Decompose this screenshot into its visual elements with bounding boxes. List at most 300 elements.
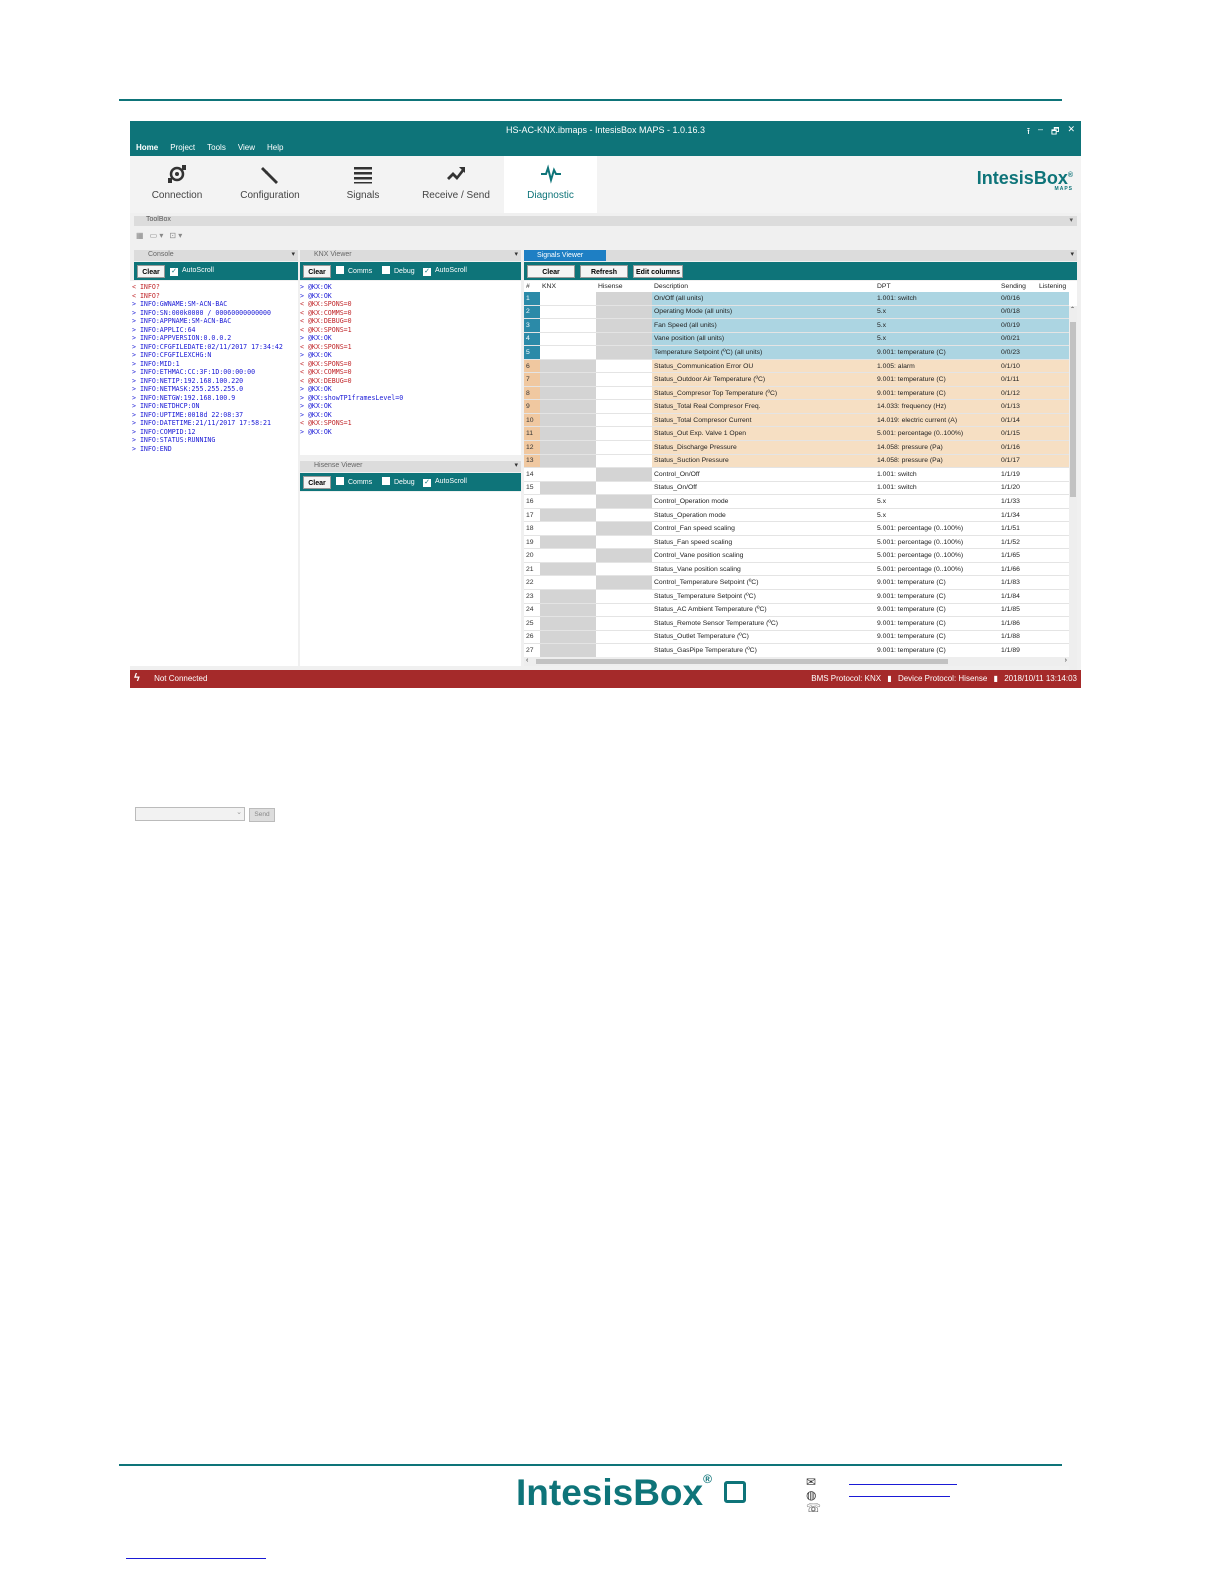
description-cell: Temperature Setpoint (ºC) (all units) — [652, 346, 875, 360]
email-icon: ✉ — [806, 1475, 817, 1489]
status-datetime: 2018/10/11 13:14:03 — [1004, 674, 1077, 683]
table-row[interactable] — [524, 454, 1069, 468]
knx-cell[interactable] — [540, 495, 596, 509]
col-header-number[interactable]: # — [524, 281, 540, 292]
knx-cell[interactable] — [540, 508, 596, 522]
listening-cell[interactable] — [1037, 332, 1069, 346]
footer-link-2[interactable] — [849, 1496, 950, 1497]
listening-cell[interactable] — [1037, 359, 1069, 373]
chevron-down-icon[interactable]: ▾ — [1069, 217, 1073, 224]
hisense-cell[interactable] — [596, 603, 652, 617]
log-line: < @KX:SPONS=0 — [300, 359, 352, 368]
table-row[interactable] — [524, 508, 1069, 522]
knx-cell[interactable] — [540, 400, 596, 414]
description-cell: Status_Fan speed scaling — [652, 535, 875, 549]
hisense-viewer-header — [300, 461, 521, 472]
table-row[interactable] — [524, 359, 1069, 373]
table-row[interactable] — [524, 576, 1069, 590]
listening-cell[interactable] — [1037, 373, 1069, 387]
hisense-cell[interactable] — [596, 617, 652, 631]
listening-cell[interactable] — [1037, 617, 1069, 631]
log-line: > INFO:CFGFILEXCHG:N — [132, 351, 212, 359]
console-autoscroll-checkbox[interactable] — [170, 266, 214, 276]
row-number: 3 — [524, 319, 540, 333]
log-line: > @KX:OK — [300, 283, 332, 291]
upload-icon[interactable]: ⭱ — [1026, 126, 1030, 136]
knx-cell[interactable] — [540, 590, 596, 604]
hisense-debug-checkbox[interactable] — [382, 477, 415, 488]
hisense-cell[interactable] — [596, 319, 652, 333]
table-row[interactable] — [524, 319, 1069, 333]
table-row[interactable] — [524, 346, 1069, 360]
footer-link-1[interactable] — [849, 1484, 957, 1485]
dpt-cell: 5.001: percentage (0..100%) — [875, 562, 999, 576]
signals-toolbar — [524, 262, 1077, 280]
sending-cell: 0/0/21 — [999, 332, 1037, 346]
terminal-icon[interactable]: ⊡ ▾ — [169, 231, 183, 240]
table-row[interactable] — [524, 468, 1069, 482]
ribbon-label: Configuration — [240, 190, 300, 201]
sending-cell: 1/1/86 — [999, 617, 1037, 631]
header-rule — [119, 99, 1062, 101]
table-header-row — [524, 281, 1069, 292]
footer-reg: ® — [703, 1472, 712, 1486]
brand-sub: MAPS — [1054, 186, 1073, 192]
log-line: > @KX:OK — [300, 385, 332, 393]
log-line: < INFO? — [132, 283, 160, 291]
table-row[interactable] — [524, 549, 1069, 563]
row-number: 2 — [524, 305, 540, 319]
table-row[interactable] — [524, 305, 1069, 319]
dpt-cell: 1.005: alarm — [875, 359, 999, 373]
hisense-cell[interactable] — [596, 373, 652, 387]
chevron-right-icon[interactable]: › — [1064, 657, 1067, 664]
col-header-description[interactable]: Description — [652, 281, 875, 292]
minimize-icon[interactable]: ‒ — [1037, 124, 1043, 134]
row-number: 25 — [524, 617, 540, 631]
description-cell: Status_On/Off — [652, 481, 875, 495]
hisense-cell[interactable] — [596, 468, 652, 482]
ribbon-diagnostic-button[interactable] — [504, 156, 597, 213]
listening-cell[interactable] — [1037, 427, 1069, 441]
hisense-cell[interactable] — [596, 576, 652, 590]
listening-cell[interactable] — [1037, 590, 1069, 604]
hisense-cell[interactable] — [596, 644, 652, 658]
dpt-cell: 5.x — [875, 495, 999, 509]
checkbox-label: Comms — [348, 479, 373, 486]
menu-view[interactable]: View — [237, 143, 256, 152]
log-line: > @KX:OK — [300, 351, 332, 359]
print-icon[interactable]: ▭ ▾ — [149, 231, 164, 240]
checkbox-checked-icon: ✓ — [171, 268, 177, 275]
log-line: < @KX:SPONS=1 — [300, 419, 352, 427]
description-cell: Control_Vane position scaling — [652, 549, 875, 563]
table-row[interactable] — [524, 292, 1069, 305]
dpt-cell: 14.058: pressure (Pa) — [875, 454, 999, 468]
sending-cell: 1/1/52 — [999, 535, 1037, 549]
hisense-toolbar — [300, 473, 521, 491]
status-bar — [130, 670, 1081, 688]
dpt-cell: 5.001: percentage (0..100%) — [875, 427, 999, 441]
knx-autoscroll-checkbox[interactable] — [423, 266, 467, 276]
ribbon-label: Receive / Send — [422, 190, 490, 201]
log-line: > INFO:SN:000k0000 / 00060000000000 — [132, 308, 271, 317]
ribbon-label: Connection — [151, 190, 203, 201]
row-number: 15 — [524, 481, 540, 495]
knx-cell[interactable] — [540, 468, 596, 482]
table-row[interactable] — [524, 400, 1069, 414]
log-line: > @KX:OK — [300, 291, 332, 300]
table-row[interactable] — [524, 495, 1069, 509]
description-cell: Status_Temperature Setpoint (ºC) — [652, 590, 875, 604]
knx-cell[interactable] — [540, 332, 596, 346]
ribbon-connection-button[interactable] — [132, 156, 222, 213]
knx-cell[interactable] — [540, 617, 596, 631]
knx-cell[interactable] — [540, 454, 596, 468]
sending-cell: 0/0/23 — [999, 346, 1037, 360]
table-row[interactable] — [524, 630, 1069, 644]
knx-cell[interactable] — [540, 441, 596, 455]
col-header-sending[interactable]: Sending — [999, 281, 1037, 292]
listening-cell[interactable] — [1037, 468, 1069, 482]
vertical-scrollbar[interactable] — [1069, 306, 1077, 675]
window-title: HS-AC-KNX.ibmaps - IntesisBox MAPS - 1.0.16.3 — [505, 125, 706, 135]
listening-cell[interactable] — [1037, 319, 1069, 333]
sending-cell: 1/1/84 — [999, 590, 1037, 604]
sending-cell: 1/1/66 — [999, 562, 1037, 576]
checkbox-icon — [336, 266, 344, 274]
sending-cell: 0/1/14 — [999, 413, 1037, 427]
knx-cell[interactable] — [540, 576, 596, 590]
table-row[interactable] — [524, 617, 1069, 631]
listening-cell[interactable] — [1037, 562, 1069, 576]
row-number: 26 — [524, 630, 540, 644]
signals-clear-button[interactable]: Clear — [527, 265, 575, 278]
chevron-up-icon[interactable]: ⌃ — [1070, 307, 1076, 313]
description-cell: Status_Total Compresor Current — [652, 413, 875, 427]
hisense-log[interactable] — [300, 492, 521, 666]
log-line: > INFO:APPLIC:64 — [132, 325, 196, 334]
dpt-cell: 1.001: switch — [875, 468, 999, 482]
table-row[interactable] — [524, 386, 1069, 400]
log-line: > INFO:NETDHCP:ON — [132, 402, 200, 410]
hisense-cell[interactable] — [596, 332, 652, 346]
dpt-cell: 5.x — [875, 332, 999, 346]
log-line: > @KX:OK — [300, 427, 332, 436]
refresh-button[interactable]: Refresh — [580, 265, 628, 278]
knx-log[interactable] — [300, 281, 521, 455]
hisense-cell[interactable] — [596, 441, 652, 455]
listening-cell[interactable] — [1037, 603, 1069, 617]
console-toolbar — [134, 262, 298, 280]
col-header-knx[interactable]: KNX — [540, 281, 596, 292]
log-line: > INFO:APPVERSION:0.0.0.2 — [132, 334, 232, 342]
hisense-cell[interactable] — [596, 346, 652, 360]
table-row[interactable] — [524, 413, 1069, 427]
hisense-cell[interactable] — [596, 413, 652, 427]
dpt-cell: 9.001: temperature (C) — [875, 630, 999, 644]
transfer-icon — [445, 164, 467, 184]
table-row[interactable] — [524, 535, 1069, 549]
chevron-left-icon[interactable]: ‹ — [526, 657, 529, 664]
knx-debug-checkbox[interactable] — [382, 266, 415, 277]
log-line: > @KX:OK — [300, 402, 332, 410]
knx-cell[interactable] — [540, 549, 596, 563]
hisense-cell[interactable] — [596, 454, 652, 468]
log-line: < @KX:SPONS=1 — [300, 342, 352, 351]
knx-cell[interactable] — [540, 359, 596, 373]
menu-project[interactable]: Project — [170, 143, 196, 152]
col-header-dpt[interactable]: DPT — [875, 281, 999, 292]
log-line: > INFO:NETGW:192.168.100.9 — [132, 393, 236, 402]
listening-cell[interactable] — [1037, 441, 1069, 455]
hisense-cell[interactable] — [596, 427, 652, 441]
checkbox-label: AutoScroll — [435, 478, 467, 485]
horizontal-scrollbar[interactable] — [524, 657, 1069, 666]
listening-cell[interactable] — [1037, 549, 1069, 563]
table-row[interactable] — [524, 441, 1069, 455]
description-cell: Control_Temperature Setpoint (ºC) — [652, 576, 875, 590]
description-cell: Control_Operation mode — [652, 495, 875, 509]
knx-cell[interactable] — [540, 319, 596, 333]
intesisbox-logo — [977, 168, 1073, 192]
list-icon — [352, 164, 374, 184]
listening-cell[interactable] — [1037, 522, 1069, 536]
table-row[interactable] — [524, 644, 1069, 658]
table-row[interactable] — [524, 522, 1069, 536]
checkbox-label: AutoScroll — [182, 267, 214, 274]
dpt-cell: 5.001: percentage (0..100%) — [875, 535, 999, 549]
description-cell: Status_GasPipe Temperature (ºC) — [652, 644, 875, 658]
ribbon-signals-button[interactable] — [318, 156, 408, 213]
hisense-cell[interactable] — [596, 562, 652, 576]
chevron-down-icon[interactable]: ▾ — [1070, 251, 1074, 258]
listening-cell[interactable] — [1037, 535, 1069, 549]
disconnected-icon: ϟ — [134, 672, 140, 684]
sending-cell: 1/1/88 — [999, 630, 1037, 644]
dpt-cell: 9.001: temperature (C) — [875, 644, 999, 658]
knx-clear-button[interactable]: Clear — [303, 265, 331, 278]
listening-cell[interactable] — [1037, 644, 1069, 658]
hisense-cell[interactable] — [596, 508, 652, 522]
row-number: 16 — [524, 495, 540, 509]
dpt-cell: 1.001: switch — [875, 292, 999, 305]
knx-cell[interactable] — [540, 630, 596, 644]
description-cell: Vane position (all units) — [652, 332, 875, 346]
hisense-clear-button[interactable]: Clear — [303, 476, 331, 489]
knx-cell[interactable] — [540, 373, 596, 387]
listening-cell[interactable] — [1037, 305, 1069, 319]
row-number: 24 — [524, 603, 540, 617]
table-row[interactable] — [524, 590, 1069, 604]
knx-viewer-title: KNX Viewer — [314, 251, 352, 258]
dpt-cell: 5.001: percentage (0..100%) — [875, 549, 999, 563]
restore-icon[interactable]: 🗗 — [1051, 126, 1060, 136]
checkbox-label: AutoScroll — [435, 267, 467, 274]
separator-icon: ▮ — [993, 674, 998, 683]
listening-cell[interactable] — [1037, 386, 1069, 400]
row-number: 8 — [524, 386, 540, 400]
table-row[interactable] — [524, 603, 1069, 617]
row-number: 1 — [524, 292, 540, 305]
log-line: > INFO:END — [132, 444, 172, 453]
scroll-thumb[interactable] — [536, 659, 948, 664]
chevron-down-icon[interactable]: ⌄ — [236, 809, 242, 816]
hisense-autoscroll-checkbox[interactable] — [423, 477, 467, 487]
log-line: > INFO:COMPID:12 — [132, 427, 196, 436]
close-icon[interactable]: ✕ — [1067, 124, 1075, 134]
chevron-down-icon[interactable]: ▾ — [514, 462, 518, 469]
col-header-hisense[interactable]: Hisense — [596, 281, 652, 292]
listening-cell[interactable] — [1037, 346, 1069, 360]
hisense-comms-checkbox[interactable] — [336, 477, 372, 488]
toolbox-label: ToolBox — [146, 216, 171, 223]
row-number: 14 — [524, 468, 540, 482]
table-row[interactable] — [524, 481, 1069, 495]
hisense-cell[interactable] — [596, 400, 652, 414]
menu-home[interactable]: Home — [136, 143, 159, 152]
console-clear-button[interactable]: Clear — [137, 265, 165, 278]
row-number: 5 — [524, 346, 540, 360]
log-line: > INFO:GWNAME:SM-ACN-BAC — [132, 300, 228, 308]
console-title: Console — [148, 251, 174, 258]
edit-columns-button[interactable]: Edit columns — [633, 265, 683, 278]
knx-cell[interactable] — [540, 562, 596, 576]
hisense-viewer-title: Hisense Viewer — [314, 462, 363, 469]
table-row[interactable] — [524, 562, 1069, 576]
knx-cell[interactable] — [540, 386, 596, 400]
description-cell: On/Off (all units) — [652, 292, 875, 305]
knx-cell[interactable] — [540, 603, 596, 617]
row-number: 20 — [524, 549, 540, 563]
description-cell: Status_Compresor Top Temperature (ºC) — [652, 386, 875, 400]
description-cell: Status_AC Ambient Temperature (ºC) — [652, 603, 875, 617]
hisense-cell[interactable] — [596, 359, 652, 373]
log-line: < @KX:DEBUG=0 — [300, 317, 352, 325]
description-cell: Status_Out Exp. Valve 1 Open — [652, 427, 875, 441]
listening-cell[interactable] — [1037, 400, 1069, 414]
sending-cell: 0/1/17 — [999, 454, 1037, 468]
row-number: 6 — [524, 359, 540, 373]
hisense-cell[interactable] — [596, 549, 652, 563]
hisense-cell[interactable] — [596, 305, 652, 319]
sending-cell: 0/1/12 — [999, 386, 1037, 400]
listening-cell[interactable] — [1037, 508, 1069, 522]
knx-lines — [300, 281, 521, 436]
scroll-thumb[interactable] — [1070, 322, 1076, 497]
signals-viewer-header — [524, 250, 1077, 261]
toolbox-header[interactable] — [134, 216, 1077, 226]
listening-cell[interactable] — [1037, 495, 1069, 509]
checkbox-icon — [336, 477, 344, 485]
chevron-down-icon[interactable]: ▾ — [291, 251, 295, 258]
dpt-cell: 9.001: temperature (C) — [875, 617, 999, 631]
ribbon-receive-send-button[interactable] — [411, 156, 501, 213]
sending-cell: 0/0/18 — [999, 305, 1037, 319]
footer-rule — [119, 1464, 1062, 1466]
footer-link-3[interactable] — [126, 1558, 266, 1559]
menu-help[interactable]: Help — [267, 143, 284, 152]
grid-icon[interactable]: ▦ — [136, 231, 144, 240]
knx-comms-checkbox[interactable] — [336, 266, 372, 277]
ribbon-configuration-button[interactable] — [225, 156, 315, 213]
col-header-listening[interactable]: Listening — [1037, 281, 1069, 292]
dpt-cell: 9.001: temperature (C) — [875, 576, 999, 590]
knx-cell[interactable] — [540, 644, 596, 658]
sending-cell: 0/0/19 — [999, 319, 1037, 333]
pulse-icon — [540, 164, 562, 184]
listening-cell[interactable] — [1037, 413, 1069, 427]
send-button[interactable]: Send — [249, 808, 275, 822]
listening-cell[interactable] — [1037, 481, 1069, 495]
brand-reg: ® — [1067, 172, 1073, 179]
hisense-cell[interactable] — [596, 590, 652, 604]
brand-text: IntesisBox — [976, 168, 1068, 188]
hisense-cell[interactable] — [596, 522, 652, 536]
listening-cell[interactable] — [1037, 576, 1069, 590]
knx-cell[interactable] — [540, 305, 596, 319]
knx-cell[interactable] — [540, 413, 596, 427]
row-number: 12 — [524, 441, 540, 455]
knx-cell[interactable] — [540, 522, 596, 536]
description-cell: Control_Fan speed scaling — [652, 522, 875, 536]
wrench-icon — [259, 164, 281, 184]
log-line: > INFO:UPTIME:0018d 22:08:37 — [132, 410, 244, 419]
knx-cell[interactable] — [540, 346, 596, 360]
knx-cell[interactable] — [540, 535, 596, 549]
listening-cell[interactable] — [1037, 292, 1069, 305]
dpt-cell: 14.033: frequency (Hz) — [875, 400, 999, 414]
sending-cell: 1/1/33 — [999, 495, 1037, 509]
description-cell: Status_Total Real Compresor Freq. — [652, 400, 875, 414]
hisense-cell[interactable] — [596, 481, 652, 495]
chevron-down-icon[interactable]: ▾ — [514, 251, 518, 258]
description-cell: Status_Remote Sensor Temperature (ºC) — [652, 617, 875, 631]
hisense-cell[interactable] — [596, 292, 652, 305]
window-controls — [1027, 124, 1075, 140]
hisense-cell[interactable] — [596, 535, 652, 549]
command-input[interactable] — [135, 807, 245, 821]
console-header — [134, 250, 298, 261]
sending-cell: 0/1/15 — [999, 427, 1037, 441]
signals-viewer-tab[interactable]: Signals Viewer — [524, 250, 606, 261]
row-number: 22 — [524, 576, 540, 590]
dpt-cell: 5.x — [875, 508, 999, 522]
separator-icon: ▮ — [887, 674, 892, 683]
table-row[interactable] — [524, 332, 1069, 346]
signals-table-container — [524, 281, 1077, 666]
table-row[interactable] — [524, 427, 1069, 441]
knx-cell[interactable] — [540, 481, 596, 495]
log-line: > INFO:MID:1 — [132, 359, 180, 368]
hisense-cell[interactable] — [596, 630, 652, 644]
log-line: > @KX:OK — [300, 334, 332, 342]
listening-cell[interactable] — [1037, 454, 1069, 468]
knx-cell[interactable] — [540, 292, 596, 305]
sending-cell: 0/1/10 — [999, 359, 1037, 373]
hisense-cell[interactable] — [596, 495, 652, 509]
listening-cell[interactable] — [1037, 630, 1069, 644]
hisense-cell[interactable] — [596, 386, 652, 400]
table-row[interactable] — [524, 373, 1069, 387]
knx-cell[interactable] — [540, 427, 596, 441]
menu-tools[interactable]: Tools — [207, 143, 226, 152]
app-window — [130, 121, 1081, 818]
description-cell: Status_Outdoor Air Temperature (ºC) — [652, 373, 875, 387]
sending-cell: 0/1/13 — [999, 400, 1037, 414]
sending-cell: 1/1/83 — [999, 576, 1037, 590]
footer-brand: IntesisBox — [516, 1472, 704, 1513]
